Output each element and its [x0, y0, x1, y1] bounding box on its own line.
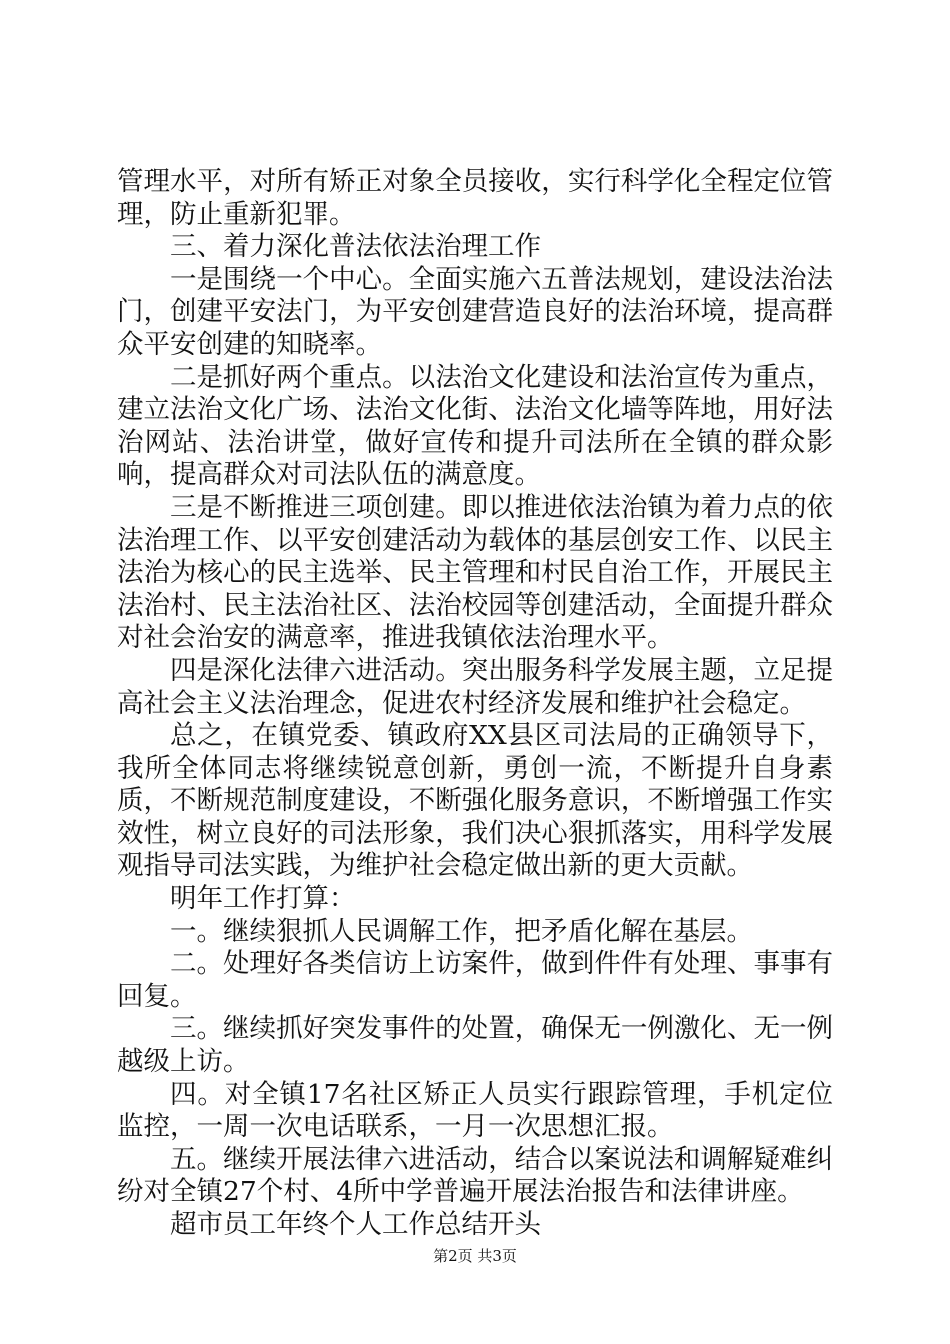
- plan-item: 二。处理好各类信访上访案件，做到件件有处理、事事有回复。: [117, 948, 833, 1012]
- plan-heading: 明年工作打算：: [170, 883, 356, 915]
- plan-item: 三。继续抓好突发事件的处置，确保无一例激化、无一例越级上访。: [117, 1013, 833, 1078]
- plan-item: 五。继续开展法律六进活动，结合以案说法和调解疑难纠纷对全镇27个村、4所中学普遍开展法治报告和法律讲座。: [117, 1143, 833, 1208]
- paragraph: 总之，在镇党委、镇政府XX县区司法局的正确领导下，我所全体同志将继续锐意创新，勇创一流，不断提升自身素质，不断规范制度建设，不断强化服务意识，不断增强工作实效性，树立良好的司法形象，我们决心狠抓落实，用科学发展观指导司法实践，为维护社会稳定做出新的更大贡献。: [117, 720, 833, 882]
- paragraph: 管理水平，对所有矫正对象全员接收，实行科学化全程定位管理，防止重新犯罪。: [117, 166, 833, 230]
- document-body: [117, 166, 833, 1242]
- paragraph: 二是抓好两个重点。以法治文化建设和法治宣传为重点，建立法治文化广场、法治文化街、法治文化墙等阵地，用好法治网站、法治讲堂，做好宣传和提升司法所在全镇的群众影响，提高群众对司法队伍的满意度。: [117, 361, 833, 491]
- paragraph: 一是围绕一个中心。全面实施六五普法规划，建设法治法门，创建平安法门，为平安创建营造良好的法治环境，提高群众平安创建的知晓率。: [117, 263, 833, 360]
- paragraph: 四是深化法律六进活动。突出服务科学发展主题，立足提高社会主义法治理念，促进农村经济发展和维护社会稳定。: [117, 654, 833, 719]
- plan-item: 一。继续狠抓人民调解工作，把矛盾化解在基层。: [170, 915, 753, 947]
- page-number-footer: 第2页 共3页: [433, 1247, 517, 1265]
- paragraph: 三是不断推进三项创建。即以推进依法治镇为着力点的依法治理工作、以平安创建活动为载体的基层创安工作、以民主法治为核心的民主选举、民主管理和村民自治工作，开展民主法治村、民主法治社区、法治校园等创建活动，全面提升群众对社会治安的满意率，推进我镇依法治理水平。: [117, 491, 833, 654]
- plan-item: 四。对全镇17名社区矫正人员实行跟踪管理，手机定位监控，一周一次电话联系，一月一次思想汇报。: [117, 1078, 833, 1143]
- paragraph: 超市员工年终个人工作总结开头: [170, 1209, 541, 1240]
- section-heading: 三、着力深化普法依法治理工作: [170, 231, 541, 263]
